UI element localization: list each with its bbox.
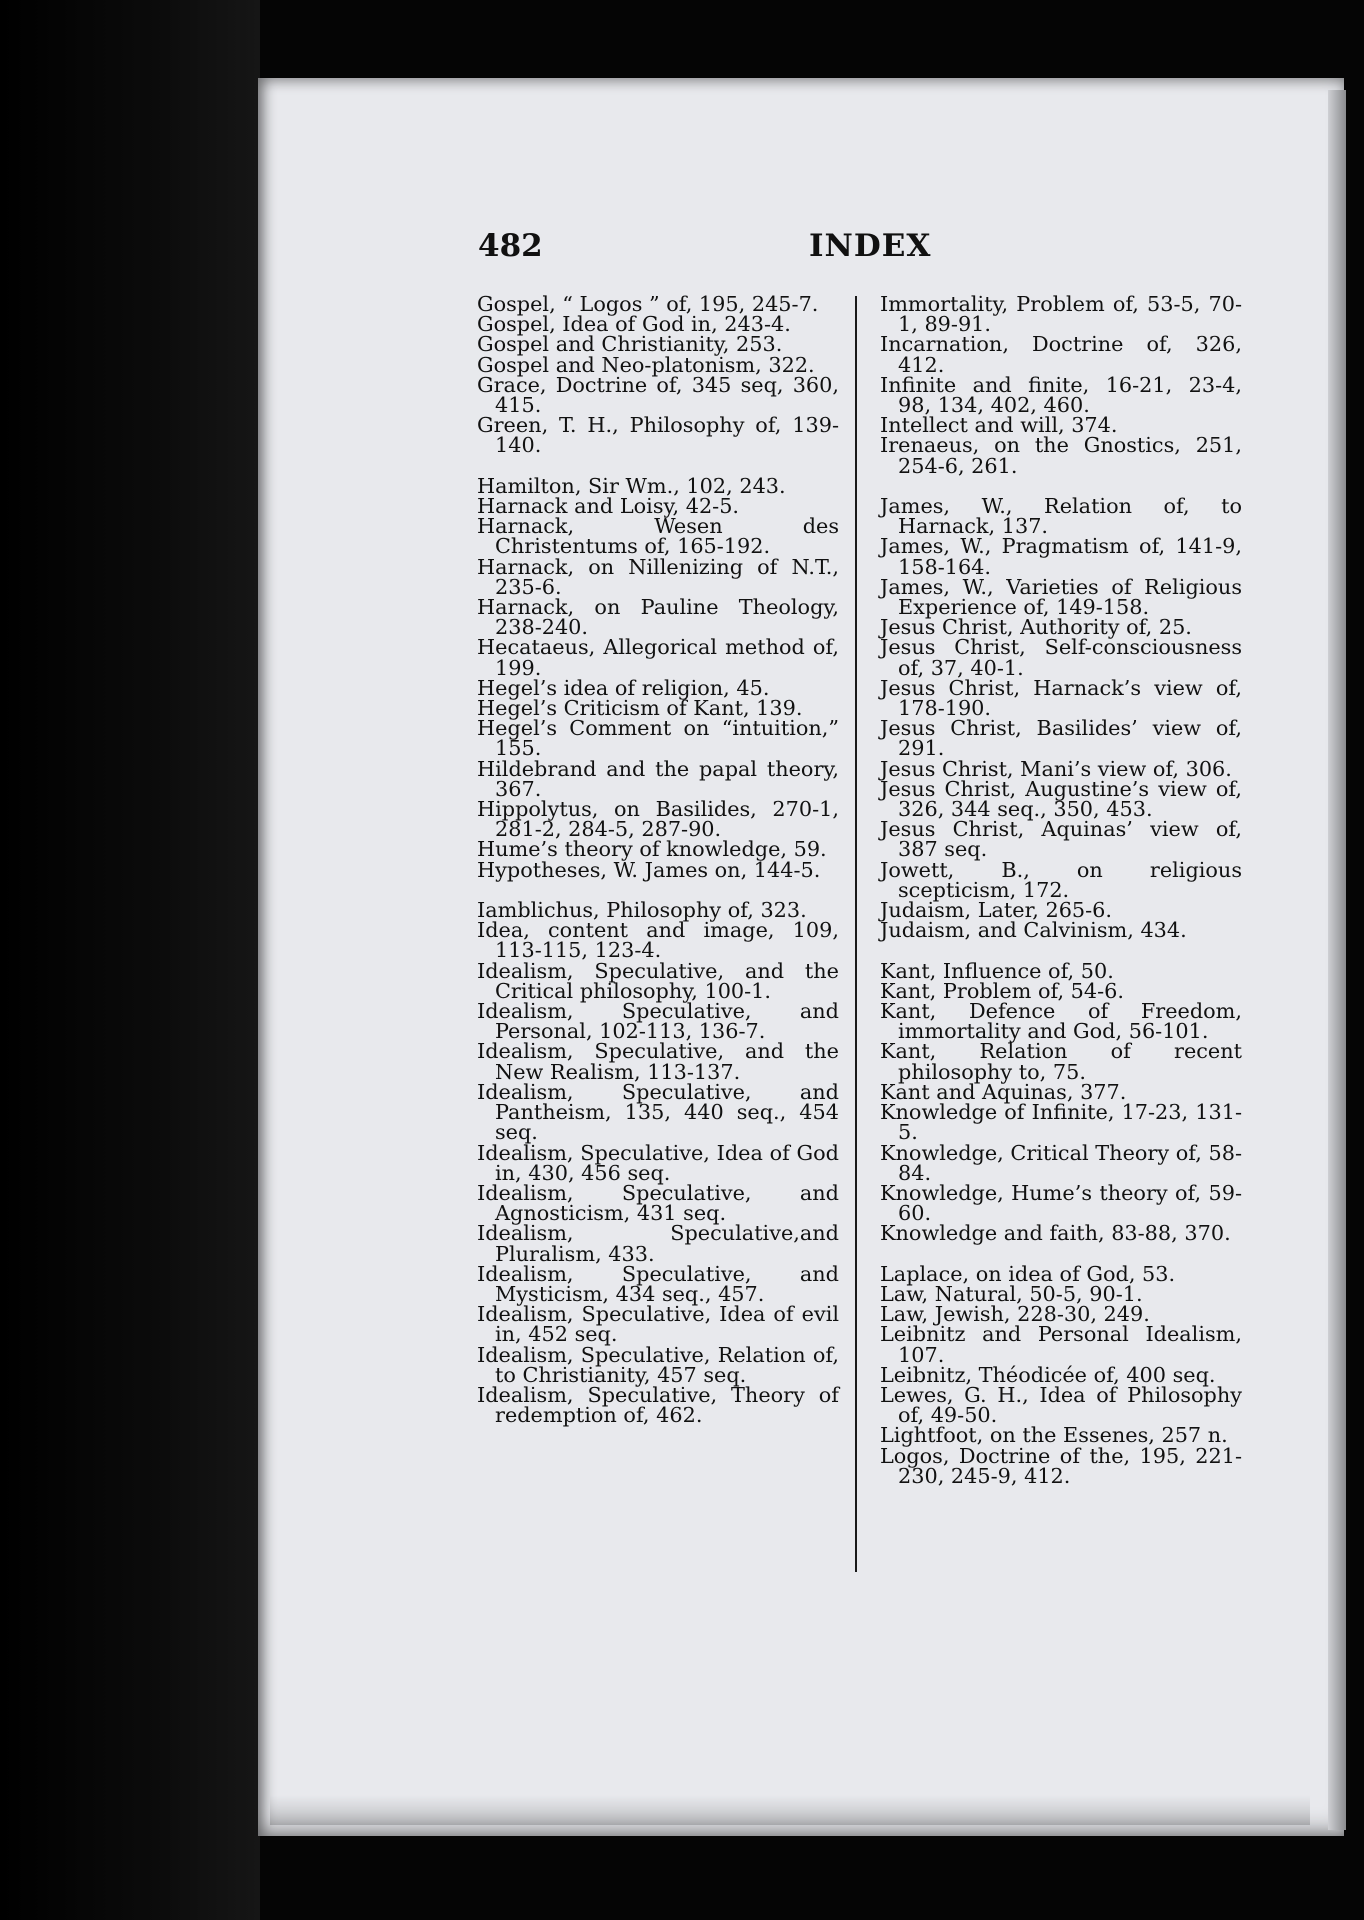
index-entry: Gospel and Neo-platonism, 322. [477, 352, 815, 377]
index-entry: Judaism, Later, 265-6. [880, 898, 1113, 923]
index-entry: Jowett, B., on religious scepticism, 172. [880, 857, 1242, 902]
index-entry: Idealism, Speculative, Theory of redemption of, 462. [477, 1382, 839, 1428]
index-entry: Kant, Defence of Freedom, immortality and God, 56-101. [880, 999, 1242, 1044]
index-entry: Jesus Christ, Aquinas’ view of, 387 seq. [880, 817, 1242, 862]
index-entry: Hypotheses, W. James on, 144-5. [477, 857, 821, 882]
index-entry: Kant, Relation of recent philosophy to, 75. [880, 1039, 1242, 1084]
index-entry: Hecataeus, Allegorical method of, 199. [477, 635, 839, 680]
index-entry: Knowledge and faith, 83-88, 370. [880, 1221, 1231, 1246]
index-entry: Gospel and Christianity, 253. [477, 332, 783, 357]
index-entry: Irenaeus, on the Gnostics, 251, 254-6, 261. [880, 433, 1242, 478]
index-entry: Knowledge, Hume’s theory of, 59-60. [880, 1180, 1242, 1226]
page-header [478, 228, 932, 268]
index-entry: Lewes, G. H., Idea of Philosophy of, 49-50. [880, 1382, 1242, 1428]
index-entry: Hegel’s Criticism of Kant, 139. [477, 696, 803, 721]
index-column-left [477, 292, 839, 1428]
index-entry: Green, T. H., Philosophy of, 139-140. [477, 413, 839, 458]
index-entry: Kant, Problem of, 54-6. [880, 978, 1124, 1003]
index-entry: Judaism, and Calvinism, 434. [880, 918, 1187, 943]
index-entry: Law, Jewish, 228-30, 249. [880, 1302, 1150, 1327]
index-entry: Hildebrand and the papal theory, 367. [477, 756, 839, 801]
index-entry: Logos, Doctrine of the, 195, 221-230, 245-9, 412. [880, 1443, 1242, 1488]
index-entry: Idealism, Speculative, Relation of, to Christianity, 457 seq. [477, 1342, 839, 1387]
index-entry: Jesus Christ, Augustine’s view of, 326, 344 seq., 350, 453. [880, 776, 1242, 822]
index-entry: Idealism, Speculative, Idea of evil in, 452 seq. [477, 1302, 839, 1347]
index-entry: Idealism, Speculative, and Personal, 102-113, 136-7. [477, 999, 839, 1044]
index-entry: Idealism, Speculative, and Mysticism, 434 seq., 457. [477, 1261, 839, 1306]
index-entry: Harnack and Loisy, 42-5. [477, 494, 740, 519]
index-entry: Leibnitz and Personal Idealism, 107. [880, 1322, 1242, 1367]
index-entry: Laplace, on idea of God, 53. [880, 1261, 1176, 1286]
index-entry: Idealism, Speculative, and Pantheism, 135, 440 seq., 454 seq. [477, 1079, 839, 1145]
index-entry: Infinite and finite, 16-21, 23-4, 98, 134, 402, 460. [880, 372, 1242, 418]
index-entry: Iamblichus, Philosophy of, 323. [477, 898, 807, 923]
index-entry: Idealism, Speculative, and the New Realism, 113-137. [477, 1039, 839, 1084]
index-entry: Idealism, Speculative, and Agnosticism, 431 seq. [477, 1180, 839, 1226]
running-head: INDEX [809, 228, 932, 264]
index-entry: Idealism, Speculative, and the Critical philosophy, 100-1. [477, 958, 839, 1003]
index-entry: Harnack, on Nillenizing of N.T., 235-6. [477, 554, 839, 599]
book-binding-shadow [0, 0, 260, 1920]
index-entry: Lightfoot, on the Essenes, 257 n. [880, 1423, 1228, 1448]
index-entry: Jesus Christ, Mani’s view of, 306. [880, 756, 1232, 781]
index-entry: Idea, content and image, 109, 113-115, 123-4. [477, 918, 839, 963]
index-entry: James, W., Pragmatism of, 141-9, 158-164. [880, 534, 1242, 579]
index-entry: Grace, Doctrine of, 345 seq, 360, 415. [477, 372, 839, 418]
index-entry: James, W., Varieties of Religious Experience of, 149-158. [880, 574, 1242, 620]
index-entry: Idealism, Speculative,and Pluralism, 433. [477, 1221, 839, 1266]
index-entry: Knowledge of Infinite, 17-23, 131-5. [880, 1100, 1242, 1145]
index-entry: Jesus Christ, Authority of, 25. [880, 615, 1192, 640]
index-entry: Gospel, Idea of God in, 243-4. [477, 312, 791, 337]
index-entry: Kant and Aquinas, 377. [880, 1079, 1127, 1104]
index-entry: Gospel, “ Logos ” of, 195, 245-7. [477, 292, 819, 316]
index-entry: Intellect and will, 374. [880, 413, 1118, 438]
index-entry: Jesus Christ, Basilides’ view of, 291. [880, 716, 1242, 761]
index-entry: Incarnation, Doctrine of, 326, 412. [880, 332, 1242, 377]
page-number: 482 [478, 228, 543, 264]
index-column-right [880, 294, 1242, 1486]
index-entry: Leibnitz, Théodicée of, 400 seq. [880, 1362, 1216, 1387]
column-divider [855, 296, 857, 1572]
index-entry: Kant, Influence of, 50. [880, 958, 1114, 983]
index-entry: Idealism, Speculative, Idea of God in, 430, 456 seq. [477, 1140, 839, 1185]
index-entry: Jesus Christ, Harnack’s view of, 178-190. [880, 675, 1242, 721]
index-entry: Immortality, Problem of, 53-5, 70-1, 89-91. [880, 292, 1242, 337]
index-entry: Jesus Christ, Self-consciousness of, 37, 40-1. [880, 635, 1242, 680]
index-entry: Hamilton, Sir Wm., 102, 243. [477, 473, 786, 498]
index-entry: Hippolytus, on Basilides, 270-1, 281-2, 284-5, 287-90. [477, 797, 839, 842]
index-entry: Harnack, Wesen des Christentums of, 165-192. [477, 514, 839, 559]
page-bottom-shadow [270, 1795, 1310, 1825]
index-entry: Hegel’s Comment on “intuition,” 155. [477, 716, 839, 761]
index-entry: Knowledge, Critical Theory of, 58-84. [880, 1140, 1242, 1185]
index-entry: Harnack, on Pauline Theology, 238-240. [477, 595, 839, 640]
page-edge [1328, 90, 1346, 1830]
index-entry: Hume’s theory of knowledge, 59. [477, 837, 827, 862]
index-entry: Law, Natural, 50-5, 90-1. [880, 1281, 1143, 1306]
index-entry: Hegel’s idea of religion, 45. [477, 675, 770, 700]
index-entry: James, W., Relation of, to Harnack, 137. [880, 494, 1242, 539]
